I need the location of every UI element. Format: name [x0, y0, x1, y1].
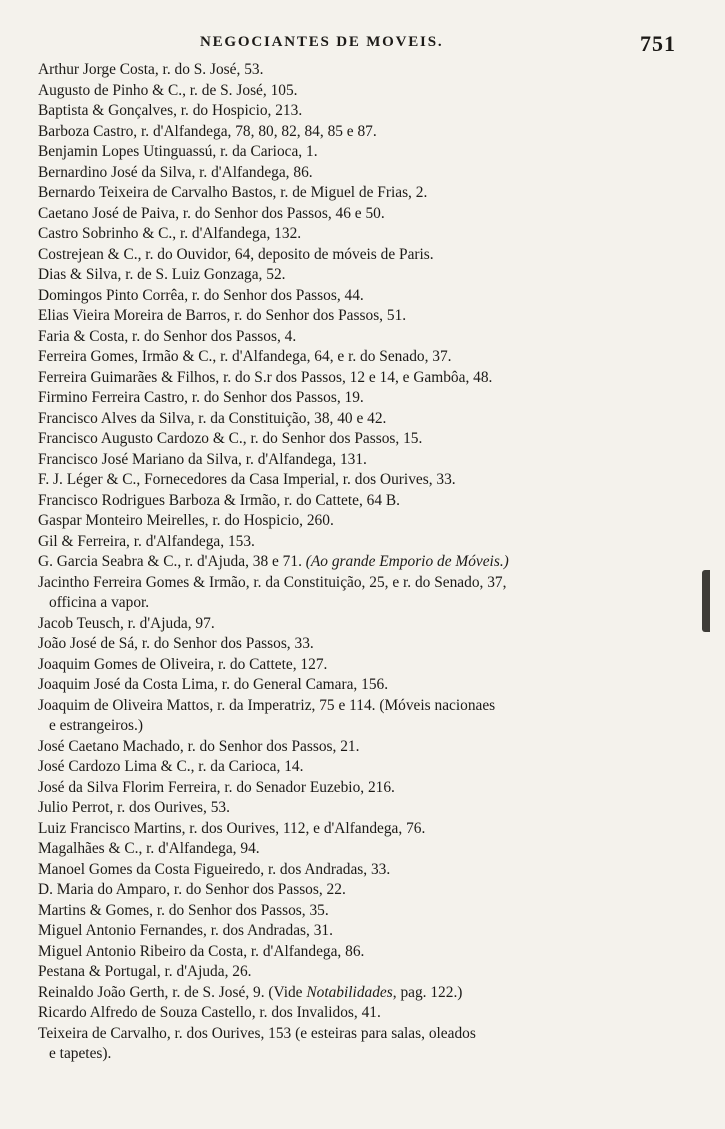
- merchant-entry: [38, 204, 678, 225]
- entry-text: Francisco Augusto Cardozo & C., r. do Senhor dos Passos, 15.: [38, 430, 423, 447]
- merchant-entry: [38, 614, 678, 635]
- entry-text: Francisco José Mariano da Silva, r. d'Alfandega, 131.: [38, 450, 367, 468]
- entry-text: Miguel Antonio Fernandes, r. dos Andradas, 31.: [38, 922, 333, 939]
- entry-text: Francisco Alves da Silva, r. da Constituição, 38, 40 e 42.: [38, 409, 387, 427]
- entry-text: Magalhães & C., r. d'Alfandega, 94.: [38, 840, 260, 857]
- entry-text: Firmino Ferreira Castro, r. do Senhor dos Passos, 19.: [38, 389, 364, 406]
- merchant-entry: [38, 696, 678, 737]
- merchant-entry: [38, 122, 678, 143]
- entry-text: Gil & Ferreira, r. d'Alfandega, 153.: [38, 532, 255, 550]
- entry-text: Augusto de Pinho & C., r. de S. José, 105.: [38, 81, 298, 99]
- merchant-entry: [38, 286, 678, 307]
- merchant-entry: [38, 921, 678, 942]
- entry-note: (Ao grande Emporio de Móveis.): [305, 553, 509, 570]
- entry-text: Baptista & Gonçalves, r. do Hospicio, 213.: [38, 102, 303, 119]
- merchant-entry: [38, 962, 678, 983]
- merchant-entry: [38, 798, 678, 819]
- merchant-entry: [38, 737, 678, 758]
- merchant-entry: [38, 327, 678, 348]
- entry-text: Castro Sobrinho & C., r. d'Alfandega, 132.: [38, 225, 302, 242]
- entry-text: Ferreira Guimarães & Filhos, r. do S.r dos Passos, 12 e 14, e Gambôa, 48.: [38, 368, 493, 386]
- entry-text: Francisco Rodrigues Barboza & Irmão, r. do Cattete, 64 B.: [38, 491, 401, 509]
- merchant-entry: [38, 245, 678, 266]
- entry-text: Caetano José de Paiva, r. do Senhor dos Passos, 46 e 50.: [38, 204, 385, 222]
- entry-note: Notabilidades: [306, 983, 393, 1001]
- merchant-entry: [38, 511, 678, 532]
- entry-text: D. Maria do Amparo, r. do Senhor dos Passos, 22.: [38, 881, 346, 898]
- entry-text: José Cardozo Lima & C., r. da Carioca, 14.: [38, 758, 304, 775]
- entry-text: Luiz Francisco Martins, r. dos Ourives, 112, e d'Alfandega, 76.: [38, 819, 426, 837]
- entry-text: Joaquim de Oliveira Mattos, r. da Imperatriz, 75 e 114. (Móveis nacionaes: [38, 696, 496, 714]
- entry-text: Bernardino José da Silva, r. d'Alfandega, 86.: [38, 163, 313, 181]
- merchant-entry: [38, 655, 678, 676]
- merchant-entry: [38, 634, 678, 655]
- merchant-entry: [38, 491, 678, 512]
- entry-text: José da Silva Florim Ferreira, r. do Senador Euzebio, 216.: [38, 778, 395, 796]
- entry-text: Costrejean & C., r. do Ouvidor, 64, deposito de móveis de Paris.: [38, 245, 434, 263]
- merchant-entry: [38, 757, 678, 778]
- merchant-entry: [38, 81, 678, 102]
- entry-text: Bernardo Teixeira de Carvalho Bastos, r. de Miguel de Frias, 2.: [38, 184, 428, 201]
- page-header: [0, 31, 725, 56]
- entry-text: G. Garcia Seabra & C., r. d'Ajuda, 38 e 71.: [38, 553, 306, 570]
- merchant-entry: [38, 942, 678, 963]
- entry-text: Barboza Castro, r. d'Alfandega, 78, 80, 82, 84, 85 e 87.: [38, 122, 377, 140]
- section-title: NEGOCIANTES DE MOVEIS.: [200, 34, 444, 50]
- merchant-entry: [38, 450, 678, 471]
- merchant-entry: [38, 306, 678, 327]
- merchant-entry: [38, 573, 678, 614]
- merchant-entry: [38, 675, 678, 696]
- merchant-entry: [38, 429, 678, 450]
- merchant-entry: [38, 778, 678, 799]
- page-edge-mark: [702, 570, 710, 632]
- merchant-entry: [38, 819, 678, 840]
- entry-text: José Caetano Machado, r. do Senhor dos Passos, 21.: [38, 737, 360, 755]
- entry-text: João José de Sá, r. do Senhor dos Passos, 33.: [38, 635, 314, 652]
- merchant-entry: [38, 880, 678, 901]
- entry-text: Jacintho Ferreira Gomes & Irmão, r. da Constituição, 25, e r. do Senado, 37,: [38, 573, 507, 591]
- entry-text: Ferreira Gomes, Irmão & C., r. d'Alfandega, 64, e r. do Senado, 37.: [38, 348, 452, 365]
- merchant-entry: [38, 552, 678, 573]
- entry-text: Julio Perrot, r. dos Ourives, 53.: [38, 799, 230, 816]
- merchant-entry: [38, 409, 678, 430]
- merchant-entry: [38, 183, 678, 204]
- entry-text: Joaquim Gomes de Oliveira, r. do Cattete, 127.: [38, 655, 328, 673]
- entry-text: Joaquim José da Costa Lima, r. do General Camara, 156.: [38, 676, 389, 693]
- merchant-entry: [38, 224, 678, 245]
- merchant-entry: [38, 839, 678, 860]
- merchant-entry: [38, 101, 678, 122]
- merchant-entry: [38, 983, 678, 1004]
- merchant-entry: [38, 860, 678, 881]
- entry-text: Elias Vieira Moreira de Barros, r. do Senhor dos Passos, 51.: [38, 307, 407, 324]
- merchant-entry: [38, 347, 678, 368]
- entry-text-after: , pag. 122.): [392, 983, 463, 1001]
- entry-text: Miguel Antonio Ribeiro da Costa, r. d'Alfandega, 86.: [38, 942, 365, 960]
- merchant-entry: [38, 60, 678, 81]
- merchant-entry: [38, 1003, 678, 1024]
- entry-text: Faria & Costa, r. do Senhor dos Passos, 4.: [38, 327, 297, 345]
- merchant-entry: [38, 532, 678, 553]
- entry-text: Dias & Silva, r. de S. Luiz Gonzaga, 52.: [38, 266, 286, 283]
- merchant-entry: [38, 163, 678, 184]
- entry-text: Jacob Teusch, r. d'Ajuda, 97.: [38, 614, 215, 632]
- page-number: 751: [640, 31, 676, 56]
- entry-text: Manoel Gomes da Costa Figueiredo, r. dos Andradas, 33.: [38, 860, 391, 878]
- merchant-entry: [38, 142, 678, 163]
- entry-text: Reinaldo João Gerth, r. de S. José, 9. (Vide: [38, 983, 307, 1001]
- merchant-entry: [38, 368, 678, 389]
- merchant-entry: [38, 901, 678, 922]
- merchant-entry: [38, 1024, 678, 1065]
- entry-text: Pestana & Portugal, r. d'Ajuda, 26.: [38, 963, 252, 980]
- entry-text: Domingos Pinto Corrêa, r. do Senhor dos Passos, 44.: [38, 286, 364, 304]
- entry-text: Martins & Gomes, r. do Senhor dos Passos, 35.: [38, 901, 329, 919]
- entry-text: Teixeira de Carvalho, r. dos Ourives, 153 (e esteiras para salas, oleados: [38, 1024, 476, 1042]
- merchant-list: [38, 60, 678, 1065]
- entry-text: F. J. Léger & C., Fornecedores da Casa Imperial, r. dos Ourives, 33.: [38, 471, 456, 488]
- entry-text: Ricardo Alfredo de Souza Castello, r. dos Invalidos, 41.: [38, 1004, 381, 1021]
- entry-continuation: officina a vapor.: [49, 594, 150, 611]
- entry-text: Arthur Jorge Costa, r. do S. José, 53.: [38, 61, 264, 78]
- entry-text: Benjamin Lopes Utinguassú, r. da Carioca, 1.: [38, 143, 318, 160]
- entry-text: Gaspar Monteiro Meirelles, r. do Hospicio, 260.: [38, 512, 334, 529]
- merchant-entry: [38, 265, 678, 286]
- merchant-entry: [38, 388, 678, 409]
- merchant-entry: [38, 470, 678, 491]
- entry-continuation: e tapetes).: [49, 1045, 112, 1062]
- entry-continuation: e estrangeiros.): [49, 717, 144, 734]
